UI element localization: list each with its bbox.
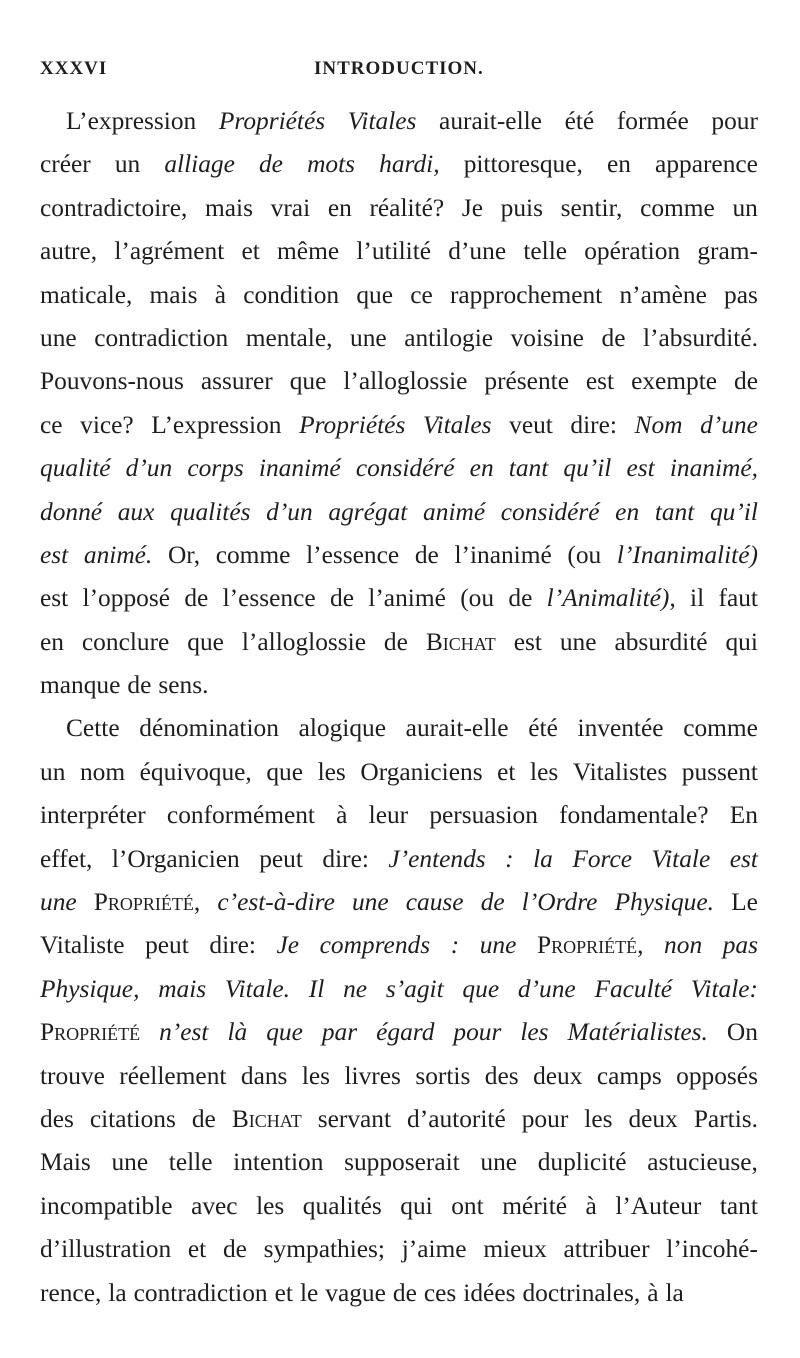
text-line [40, 143, 758, 186]
word: en [615, 497, 640, 526]
word: donné [40, 497, 103, 526]
word: interpréter [40, 801, 146, 830]
word: L’expression [66, 107, 197, 135]
word: (ou [460, 584, 495, 613]
word: et [241, 237, 260, 266]
word: équivoque, [139, 757, 252, 786]
word: mérité [502, 1191, 568, 1220]
word: qu’il [709, 497, 758, 526]
word: supposerait [344, 1148, 460, 1177]
text-line [40, 534, 758, 577]
word: une [40, 323, 77, 352]
word: l’alloglossie [241, 627, 366, 656]
word: de [383, 627, 408, 656]
text-line [40, 751, 758, 794]
word: L’expression [151, 410, 282, 439]
word: citations [89, 1104, 176, 1133]
text-line [40, 1055, 758, 1098]
word: aurait-elle [405, 714, 509, 743]
word: et [187, 1235, 207, 1264]
word: opération [584, 237, 681, 266]
word: Vitales [422, 410, 492, 439]
word: de [734, 367, 758, 396]
word: telle [168, 1148, 213, 1177]
word: rapprochement [449, 280, 603, 309]
word: (ou [567, 540, 602, 569]
word: effet, [40, 844, 93, 873]
word: une [559, 627, 597, 656]
word: Matérialistes. [567, 1018, 708, 1047]
text-line [40, 230, 758, 273]
word: de [184, 584, 209, 613]
word: que [356, 280, 393, 309]
word: que [289, 367, 327, 396]
text-line [40, 404, 758, 447]
word: Propriété, [93, 888, 201, 917]
word: persuasion [429, 801, 538, 830]
word: à [585, 1191, 597, 1220]
word: rence, [40, 1278, 102, 1307]
word: animé. [83, 540, 153, 569]
word: nom [79, 757, 126, 786]
word: que [462, 974, 500, 1003]
word: c’est-à-dire [217, 888, 335, 917]
word: les [256, 1191, 285, 1220]
paragraph [40, 707, 758, 1314]
word: avec [191, 1191, 238, 1220]
word: à [336, 801, 348, 830]
word: pas [724, 280, 758, 309]
text-line [40, 794, 758, 837]
word: mieux [483, 1235, 547, 1264]
word: aurait-elle [439, 107, 542, 135]
word: présente [484, 367, 569, 396]
word: est [40, 540, 69, 569]
word: les [317, 757, 346, 786]
word: d’un [266, 497, 313, 526]
word: assurer [200, 367, 273, 396]
text-line [40, 577, 758, 620]
text-line [40, 360, 758, 403]
word: gram- [697, 237, 758, 266]
word: l’animé [368, 584, 446, 613]
word: peut [145, 931, 189, 960]
word: tant [719, 1191, 758, 1220]
word: opposés [676, 1061, 758, 1090]
word: réellement [119, 1061, 227, 1090]
word: condition [243, 280, 340, 309]
text-line [40, 881, 758, 924]
word: alliage [164, 150, 235, 179]
word: mentale, [245, 323, 333, 352]
word: une [479, 931, 517, 960]
word: est [585, 367, 615, 396]
word: : [505, 844, 514, 873]
word: vice? [80, 410, 134, 439]
running-head [40, 58, 758, 88]
word: j’aime [401, 1235, 467, 1264]
word: même [277, 237, 340, 266]
word: de [508, 584, 533, 613]
word: J’entends [388, 844, 486, 873]
word: Propriété, [536, 931, 644, 960]
word: n’amène [619, 280, 707, 309]
word: mais [158, 974, 207, 1003]
word: qualités [302, 1191, 382, 1220]
word: formée [616, 107, 689, 135]
word: attribuer [563, 1235, 650, 1264]
word: pour [711, 107, 758, 135]
word: été [564, 107, 595, 135]
word: l’Animalité), [546, 584, 676, 613]
word: pour [453, 1018, 502, 1047]
word: trouve [40, 1061, 105, 1090]
word: peut [259, 844, 303, 873]
word: à [214, 280, 226, 309]
word: Le [731, 888, 758, 917]
word: par [321, 1018, 358, 1047]
word: considéré [500, 497, 600, 526]
word: est [40, 584, 69, 613]
word: des [484, 1061, 519, 1090]
word: été [528, 714, 558, 743]
word: conformément [166, 801, 315, 830]
word: hardi, [379, 150, 440, 179]
word: Cette [66, 714, 120, 743]
word: On [726, 1018, 758, 1047]
word: Propriété [40, 1018, 141, 1047]
word: Mais [40, 1148, 91, 1177]
word: et [497, 757, 516, 786]
text-line [40, 1228, 758, 1271]
word: d’illustration [40, 1235, 172, 1264]
word: contradictoire, [40, 193, 188, 222]
word: le [299, 1278, 319, 1307]
word: l’essence [222, 584, 316, 613]
word: est [729, 844, 758, 873]
text-line [40, 447, 758, 490]
word: duplicité [537, 1148, 627, 1177]
word: Vitale: [690, 974, 758, 1003]
word: la [533, 844, 553, 873]
word: agrégat [328, 497, 408, 526]
word: intention [233, 1148, 324, 1177]
word: d’une [700, 410, 758, 439]
text-line [40, 187, 758, 230]
word: est [626, 454, 655, 483]
word: Vitalistes [572, 757, 668, 786]
word: et [274, 1278, 293, 1307]
word: contradiction [133, 1278, 268, 1307]
text-line [40, 1011, 758, 1054]
word: mais [149, 280, 198, 309]
word: comprends [319, 931, 431, 960]
word: est [513, 627, 542, 656]
word: faut [718, 584, 758, 613]
word: dire: [322, 844, 369, 873]
word: qu’il [563, 454, 612, 483]
word: Vitale. [224, 974, 291, 1003]
word: contradiction [94, 323, 229, 352]
word: Je [461, 193, 483, 222]
word: dans [240, 1061, 288, 1090]
word: ces [423, 1278, 457, 1307]
word: voisine [510, 323, 584, 352]
word: deux [628, 1104, 678, 1133]
word: en [469, 454, 494, 483]
text-line [40, 838, 758, 881]
text-line [40, 274, 758, 317]
word: qualités [170, 497, 251, 526]
word: d’une [517, 974, 576, 1003]
word: Pouvons-nous [40, 367, 184, 396]
word: l’incohé- [666, 1235, 758, 1264]
word: fondamentale? [559, 801, 709, 830]
word: astucieuse, [647, 1148, 758, 1177]
word: Physique, [40, 974, 140, 1003]
word: apparence [655, 150, 758, 179]
word: autre, [40, 237, 98, 266]
word: absurdité [614, 627, 708, 656]
word: livres [344, 1061, 401, 1090]
word: Nom [634, 410, 683, 439]
word: en [606, 150, 631, 179]
word: de [480, 888, 505, 917]
word: En [729, 801, 758, 830]
word: de [191, 1104, 216, 1133]
text-line [40, 621, 758, 664]
body-text [40, 100, 758, 1315]
word: pittoresque, [463, 150, 583, 179]
word: Propriétés [299, 410, 406, 439]
word: que [266, 1018, 303, 1047]
word: une [351, 888, 389, 917]
word: Force [572, 844, 632, 873]
word: inanimé [258, 454, 341, 483]
word: égard [376, 1018, 435, 1047]
word: mais [205, 193, 253, 222]
word: l’Ordre [521, 888, 598, 917]
word: Faculté [594, 974, 672, 1003]
word: tant [654, 497, 695, 526]
word: l’Inanimalité) [616, 540, 758, 569]
word: une [111, 1148, 149, 1177]
word: dénomination [139, 714, 279, 743]
word: antilogie [404, 323, 494, 352]
text-line [40, 1141, 758, 1184]
text-line [40, 924, 758, 967]
word: Il [308, 974, 325, 1003]
word: deux [533, 1061, 583, 1090]
word: l’Auteur [615, 1191, 702, 1220]
word: servant [317, 1104, 392, 1133]
word: Propriétés [218, 107, 326, 135]
word: Vitale [651, 844, 711, 873]
word: comme [640, 193, 715, 222]
word: qualité [40, 454, 111, 483]
word: alogique [298, 714, 386, 743]
word: Or, [167, 540, 201, 569]
word: en [327, 193, 352, 222]
word: animé [423, 497, 486, 526]
word: n’est [159, 1018, 209, 1047]
word: dire: [209, 931, 256, 960]
word: de [414, 540, 439, 569]
word: ce [410, 280, 433, 309]
word: manque [40, 671, 121, 700]
word: qui [725, 627, 758, 656]
word: corps [187, 454, 244, 483]
word: de [601, 323, 626, 352]
word: Partis. [693, 1104, 758, 1133]
word: doctrinales, [522, 1278, 641, 1307]
word: des [40, 1104, 74, 1133]
word: l’utilité [356, 237, 432, 266]
word: l’essence [306, 540, 400, 569]
word: d’une [448, 237, 507, 266]
word: un [40, 757, 66, 786]
word: d’autorité [407, 1104, 506, 1133]
word: l’inanimé [454, 540, 552, 569]
word: Vitales [347, 107, 417, 135]
word: l’absurdité. [643, 323, 758, 352]
word: sortis [415, 1061, 471, 1090]
word: une [480, 1148, 518, 1177]
word: de [392, 1278, 417, 1307]
word: la [108, 1278, 127, 1307]
word: Je [276, 931, 300, 960]
word: ont [451, 1191, 484, 1220]
text-line [40, 100, 758, 143]
word: les [301, 1061, 331, 1090]
word: Organiciens [360, 757, 483, 786]
word: Physique. [614, 888, 714, 917]
word: sympathies; [263, 1235, 385, 1264]
word: l’Organicien [111, 844, 240, 873]
word: d’un [125, 454, 173, 483]
word: qui [400, 1191, 433, 1220]
word: camps [596, 1061, 662, 1090]
word: idées [463, 1278, 516, 1307]
word: s’agit [385, 974, 444, 1003]
word: là [227, 1018, 248, 1047]
word: créer [40, 150, 91, 179]
text-line [40, 1185, 758, 1228]
word: de [258, 150, 283, 179]
word: la [665, 1278, 684, 1307]
word: non [664, 931, 703, 960]
word: que [266, 757, 304, 786]
word: en [40, 627, 64, 656]
text-line [40, 968, 758, 1011]
word: dire: [570, 410, 617, 439]
word: que [187, 627, 224, 656]
word: veut [509, 410, 553, 439]
word: considéré [355, 454, 455, 483]
word: une [350, 323, 387, 352]
word: de [330, 584, 354, 613]
word: comme [683, 714, 758, 743]
word: réalité? [369, 193, 445, 222]
text-line [40, 1272, 758, 1315]
word: ne [343, 974, 368, 1003]
word: inventée [577, 714, 664, 743]
word: une [40, 888, 77, 917]
text-line [40, 491, 758, 534]
text-line [40, 317, 758, 360]
word: l’opposé [82, 584, 170, 613]
word: exempte [631, 367, 718, 396]
word: de [222, 1235, 247, 1264]
word: maticale, [40, 280, 133, 309]
paragraph [40, 100, 758, 707]
word: leur [368, 801, 409, 830]
word: pour [521, 1104, 569, 1133]
word: inanimé, [669, 454, 758, 483]
word: les [584, 1104, 613, 1133]
word: il [690, 584, 705, 613]
word: un [732, 193, 758, 222]
running-title: INTRODUCTION. [314, 58, 484, 79]
word: de [127, 671, 152, 700]
text-line [40, 707, 758, 750]
word: incompatible [40, 1191, 173, 1220]
word: conclure [81, 627, 170, 656]
word: les [520, 1018, 549, 1047]
word: cause [405, 888, 464, 917]
word: : [450, 931, 460, 960]
word: Bichat [425, 627, 496, 656]
word: l’agrément [114, 237, 225, 266]
word: vague [325, 1278, 386, 1307]
word: tant [508, 454, 549, 483]
word: un [114, 150, 141, 179]
word: à [647, 1278, 659, 1307]
word: aux [117, 497, 155, 526]
text-line [40, 664, 758, 707]
word: ce [40, 410, 63, 439]
word: sentir, [560, 193, 623, 222]
word: puis [500, 193, 543, 222]
word: les [530, 757, 559, 786]
word: vrai [270, 193, 311, 222]
word: telle [523, 237, 568, 266]
word: pussent [681, 757, 758, 786]
text-line [40, 1098, 758, 1141]
page-number: XXXVI [40, 58, 108, 79]
word: sens. [158, 671, 209, 700]
word: pas [722, 931, 758, 960]
word: l’alloglossie [343, 367, 468, 396]
word: comme [215, 540, 291, 569]
word: Vitaliste [40, 931, 125, 960]
word: Bichat [231, 1104, 302, 1133]
word: mots [307, 150, 356, 179]
